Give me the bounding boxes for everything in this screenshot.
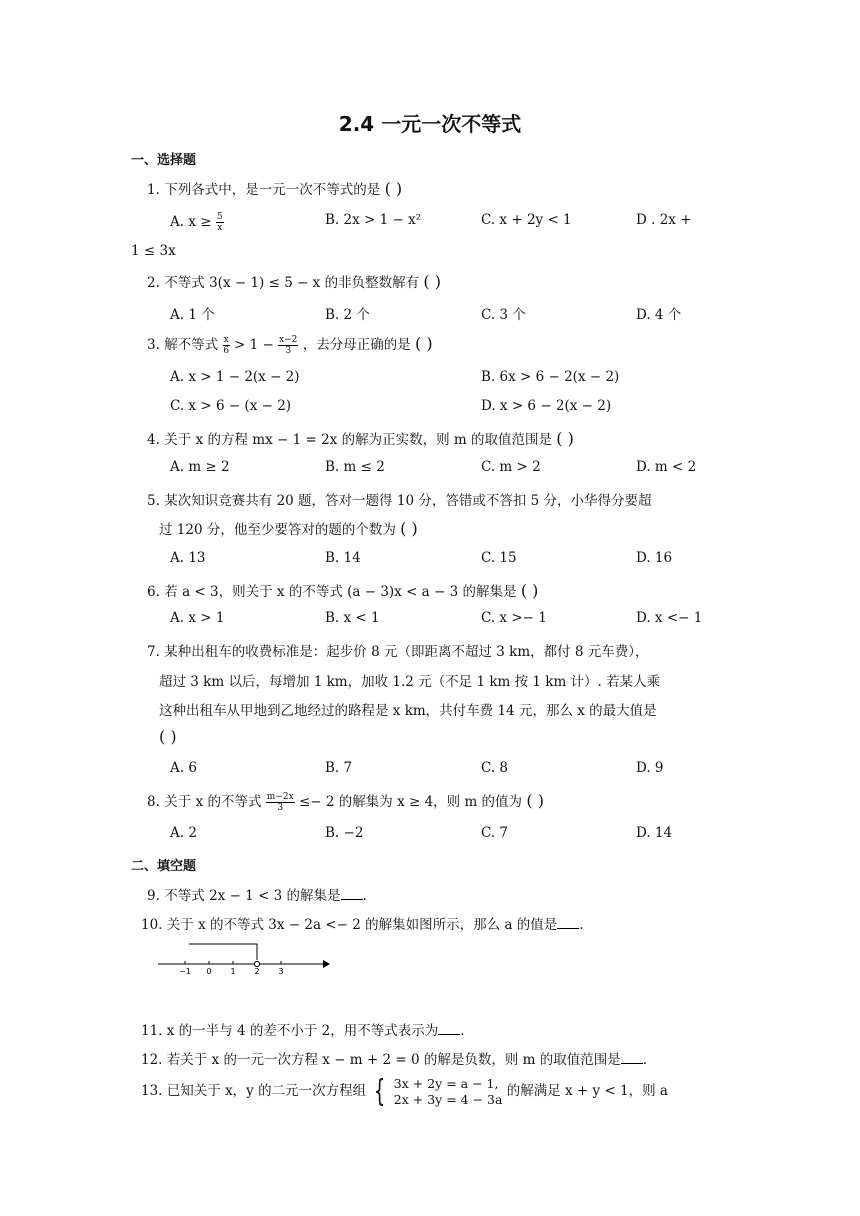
- fraction: [223, 335, 230, 356]
- question-13: [141, 1074, 668, 1109]
- arrow-head-icon: [323, 960, 330, 968]
- question-number: 5.: [147, 493, 160, 509]
- option-b: B. m ≤ 2: [325, 459, 385, 475]
- question-2: [147, 271, 441, 291]
- answer-blank[interactable]: [341, 887, 363, 900]
- equation-2: 2x + 3y = 4 − 3a: [393, 1091, 503, 1107]
- question-5-line-2: [159, 518, 418, 538]
- question-10: [141, 913, 584, 933]
- answer-paren: ( ): [526, 791, 544, 810]
- option-c: C. 8: [481, 760, 509, 776]
- question-text: 关于 x 的不等式 3x − 2a <− 2 的解集如图所示，那么 a 的值是: [166, 917, 558, 933]
- option-d: D. 4 个: [636, 307, 682, 323]
- fraction-denominator: 3: [285, 346, 292, 356]
- question-text: 不等式 2x − 1 < 3 的解集是: [164, 888, 341, 904]
- option-c: C. x > 6 − (x − 2): [170, 398, 292, 414]
- question-11: [141, 1019, 465, 1039]
- question-text: 关于 x 的不等式: [164, 794, 262, 810]
- question-text: 若关于 x 的一元一次方程 x − m + 2 = 0 的解是负数，则 m 的取值范围是: [166, 1052, 621, 1068]
- question-number: 2.: [147, 275, 160, 291]
- option-d: D . 2x +: [636, 212, 692, 228]
- section-fill-heading: 二、填空题: [131, 859, 197, 874]
- option-b: B. 6x > 6 − 2(x − 2): [481, 369, 620, 385]
- tick-label: 2: [254, 967, 260, 976]
- question-3: [147, 333, 433, 356]
- option-a: A. x > 1: [170, 610, 225, 626]
- answer-paren: ( ): [159, 727, 177, 746]
- tick-label: 1: [230, 967, 236, 976]
- equation-system: [394, 1076, 503, 1108]
- solution-ray: [189, 944, 257, 960]
- equation-1: 3x + 2y = a − 1,: [393, 1075, 499, 1091]
- option-a: A. 1 个: [170, 307, 215, 323]
- option-a: [170, 212, 224, 233]
- question-text: 某次知识竞赛共有 20 题，答对一题得 10 分，答错或不答扣 5 分，小华得分要超: [164, 493, 652, 509]
- open-endpoint: [254, 961, 259, 966]
- option-b: B. 14: [325, 550, 361, 566]
- question-text: > 1 −: [233, 337, 274, 353]
- question-text: 过 120 分，他至少要答对的题的个数为: [159, 522, 396, 538]
- option-d-continued: 1 ≤ 3x: [131, 243, 176, 259]
- answer-paren: ( ): [520, 581, 539, 600]
- answer-paren: ( ): [415, 334, 433, 353]
- option-d: D. m < 2: [636, 459, 697, 475]
- question-number: 10.: [141, 917, 163, 933]
- question-number: 7.: [147, 644, 160, 660]
- option-a: A. x > 1 − 2(x − 2): [170, 369, 300, 385]
- question-text: ≤− 2 的解集为 x ≥ 4，则 m 的值为: [298, 794, 523, 810]
- option-c: C. m > 2: [481, 459, 541, 475]
- option-c: C. x + 2y < 1: [481, 212, 572, 228]
- fraction-numerator: 5: [216, 212, 223, 222]
- question-text: 已知关于 x，y 的二元一次方程组: [166, 1083, 367, 1099]
- fraction: [216, 212, 224, 233]
- question-7-line-2: 超过 3 km 以后，每增加 1 km，加收 1.2 元（不足 1 km 按 1 km 计）. 若某人乘: [159, 674, 661, 690]
- option-d: D. x > 6 − 2(x − 2): [481, 398, 612, 414]
- question-5: [147, 489, 652, 509]
- question-text: 某种出租车的收费标准是：起步价 8 元（即距离不超过 3 km，都付 8 元车费），: [164, 644, 649, 660]
- question-7: [147, 640, 649, 660]
- question-text: 若 a < 3，则关于 x 的不等式 (a − 3)x < a − 3 的解集是: [164, 584, 517, 600]
- option-c: C. x >− 1: [481, 610, 547, 626]
- question-6: [147, 580, 538, 600]
- question-number: 6.: [147, 584, 160, 600]
- question-12: [141, 1048, 647, 1068]
- option-d: D. 14: [636, 825, 673, 841]
- fraction-numerator: m−2x: [266, 792, 294, 802]
- fraction-numerator: x: [223, 335, 229, 345]
- question-text: 不等式 3(x − 1) ≤ 5 − x 的非负整数解有: [164, 275, 420, 291]
- fraction: [266, 792, 295, 813]
- answer-blank[interactable]: [438, 1022, 460, 1035]
- question-9: [147, 884, 367, 904]
- question-number: 8.: [147, 794, 160, 810]
- question-number: 4.: [147, 432, 160, 448]
- answer-paren: ( ): [384, 179, 403, 198]
- answer-paren: ( ): [423, 272, 441, 291]
- end-period: .: [362, 888, 367, 904]
- question-number: 3.: [147, 337, 160, 353]
- fraction-denominator: x: [217, 223, 223, 233]
- option-b: B. −2: [325, 825, 364, 841]
- answer-blank[interactable]: [621, 1051, 643, 1064]
- option-d: D. 9: [636, 760, 664, 776]
- question-4: [147, 428, 574, 448]
- question-text: 解不等式: [164, 337, 219, 353]
- question-text: 关于 x 的方程 mx − 1 = 2x 的解为正实数，则 m 的取值范围是: [164, 432, 552, 448]
- fraction-denominator: 6: [223, 346, 229, 356]
- option-b: B. x < 1: [325, 610, 380, 626]
- end-period: .: [579, 917, 584, 933]
- option-text: A. x ≥: [170, 214, 212, 230]
- option-b: B. 7: [325, 760, 353, 776]
- question-7-paren: [159, 727, 177, 746]
- fraction-numerator: x−2: [279, 335, 298, 345]
- question-text: x 的一半与 4 的差不小于 2，用不等式表示为: [166, 1023, 439, 1039]
- option-c: C. 15: [481, 550, 517, 566]
- question-number: 11.: [141, 1023, 163, 1039]
- option-a: A. 13: [170, 550, 206, 566]
- end-period: .: [642, 1052, 648, 1068]
- question-number: 1.: [147, 182, 160, 198]
- question-1: [147, 178, 402, 198]
- question-text: ，去分母正确的是: [302, 337, 411, 353]
- option-d: D. x <− 1: [636, 610, 703, 626]
- question-text: 的解满足 x + y < 1，则 a: [506, 1083, 668, 1099]
- question-8: [147, 790, 544, 813]
- question-number: 9.: [147, 888, 160, 904]
- left-brace: {: [374, 1074, 386, 1109]
- question-text: 下列各式中，是一元一次不等式的是: [164, 182, 381, 198]
- tick-label: 0: [206, 967, 212, 976]
- option-b: B. 2x > 1 − x²: [325, 212, 422, 228]
- tick-label: 3: [278, 967, 284, 976]
- option-b: B. 2 个: [325, 307, 370, 323]
- tick-label: −1: [179, 967, 191, 976]
- option-a: A. 6: [170, 760, 197, 776]
- fraction: [278, 335, 298, 356]
- option-a: A. m ≥ 2: [170, 459, 230, 475]
- option-c: C. 7: [481, 825, 509, 841]
- question-number: 13.: [141, 1083, 163, 1099]
- answer-paren: ( ): [556, 429, 574, 448]
- option-c: C. 3 个: [481, 307, 526, 323]
- answer-paren: ( ): [400, 519, 418, 538]
- number-line-figure: [155, 938, 335, 980]
- page-title: 2.4 一元一次不等式: [338, 112, 522, 136]
- section-choice-heading: 一、选择题: [131, 153, 197, 168]
- fraction-denominator: 3: [277, 803, 284, 813]
- option-a: A. 2: [170, 825, 197, 841]
- question-number: 12.: [141, 1052, 163, 1068]
- option-d: D. 16: [636, 550, 673, 566]
- answer-blank[interactable]: [557, 916, 579, 929]
- question-7-line-3: 这种出租车从甲地到乙地经过的路程是 x km，共付车费 14 元，那么 x 的最大值是: [159, 703, 657, 719]
- end-period: .: [460, 1023, 465, 1039]
